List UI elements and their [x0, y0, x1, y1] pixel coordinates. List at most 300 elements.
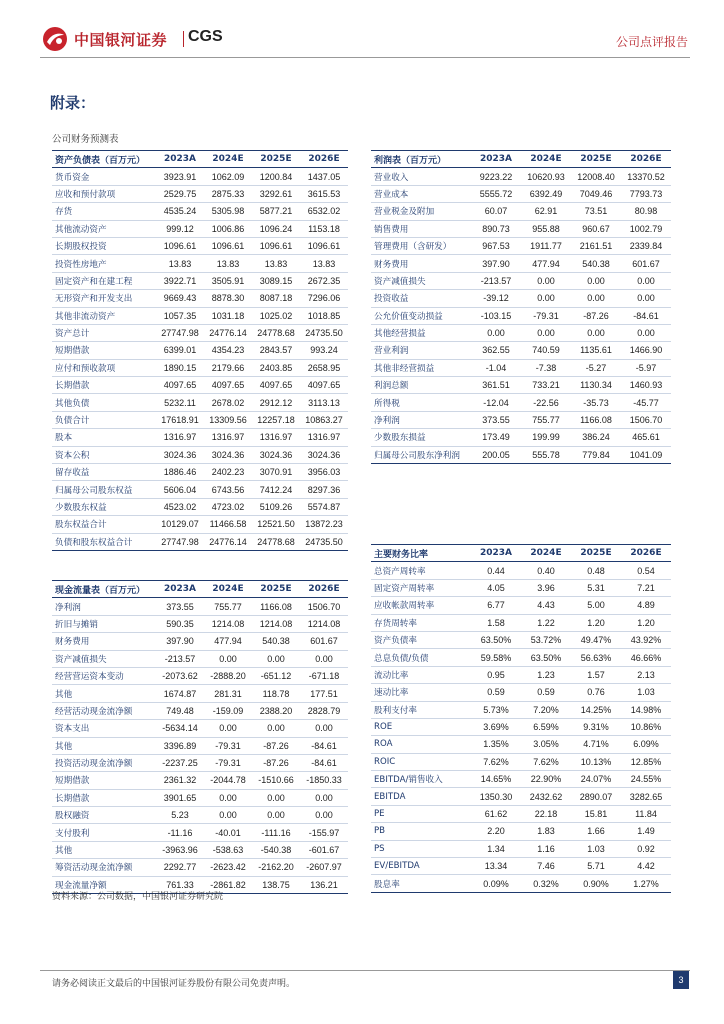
cell-value: -538.63: [204, 841, 252, 858]
cell-value: 1316.97: [252, 429, 300, 446]
cell-value: 779.84: [571, 446, 621, 463]
row-label: 股利支付率: [371, 701, 471, 718]
table-row: [371, 377, 671, 394]
cell-value: 755.77: [204, 598, 252, 615]
cell-value: 4723.02: [204, 498, 252, 515]
cell-value: 59.58%: [471, 649, 521, 666]
row-label: 固定资产和在建工程: [52, 272, 156, 289]
cell-value: -2861.82: [204, 876, 252, 893]
row-label: 销售费用: [371, 220, 471, 237]
cell-value: 1506.70: [300, 598, 348, 615]
cell-value: 0.00: [621, 290, 671, 307]
cell-value: 0.00: [300, 807, 348, 824]
table-header-row: [371, 151, 671, 168]
cell-value: 12521.50: [252, 516, 300, 533]
cell-value: 7.21: [621, 579, 671, 596]
balance-sheet-table: [52, 150, 348, 551]
table-row: [371, 579, 671, 596]
row-label: 营业收入: [371, 168, 471, 185]
income-statement-table: [371, 150, 671, 464]
cell-value: 5.31: [571, 579, 621, 596]
cell-value: 2912.12: [252, 394, 300, 411]
table-row: [371, 272, 671, 289]
cell-value: 4523.02: [156, 498, 204, 515]
year-header: 2026E: [300, 581, 348, 598]
cell-value: 4097.65: [204, 377, 252, 394]
cell-value: 1316.97: [204, 429, 252, 446]
table-row: [371, 631, 671, 648]
cell-value: 46.66%: [621, 649, 671, 666]
table-row: [371, 875, 671, 892]
cell-value: 0.00: [204, 807, 252, 824]
cell-value: 49.47%: [571, 631, 621, 648]
cell-value: 22.90%: [521, 771, 571, 788]
row-label: 净利润: [52, 598, 156, 615]
cell-value: 199.99: [521, 429, 571, 446]
cell-value: 3.96: [521, 579, 571, 596]
table-row: [52, 859, 348, 876]
cell-value: 281.31: [204, 685, 252, 702]
cash-flow-table: [52, 580, 348, 894]
cell-value: 3956.03: [300, 464, 348, 481]
cell-value: 60.07: [471, 203, 521, 220]
table-row: [371, 342, 671, 359]
table-row: [52, 429, 348, 446]
row-label: 长期借款: [52, 377, 156, 394]
table-row: [52, 685, 348, 702]
cell-value: 0.76: [571, 684, 621, 701]
cell-value: 0.00: [252, 720, 300, 737]
year-header: 2024E: [204, 581, 252, 598]
cell-value: 3.69%: [471, 718, 521, 735]
cell-value: -1510.66: [252, 772, 300, 789]
cell-value: -84.61: [300, 754, 348, 771]
cell-value: 4354.23: [204, 342, 252, 359]
table-row: [52, 220, 348, 237]
cell-value: 999.12: [156, 220, 204, 237]
cell-value: 1096.61: [252, 237, 300, 254]
cell-value: 13.34: [471, 858, 521, 875]
cell-value: 24778.68: [252, 533, 300, 550]
cell-value: 0.00: [204, 720, 252, 737]
row-label: 无形资产和开发支出: [52, 290, 156, 307]
cell-value: -2044.78: [204, 772, 252, 789]
cell-value: 0.00: [621, 272, 671, 289]
cell-value: 63.50%: [471, 631, 521, 648]
cell-value: 5.71: [571, 858, 621, 875]
cell-value: 3923.91: [156, 168, 204, 185]
cell-value: 2388.20: [252, 702, 300, 719]
cell-value: 1.49: [621, 823, 671, 840]
row-label: 少数股东权益: [52, 498, 156, 515]
table-row: [371, 614, 671, 631]
cell-value: 755.77: [521, 411, 571, 428]
cell-value: 14.65%: [471, 771, 521, 788]
table-row: [52, 720, 348, 737]
cell-value: 2403.85: [252, 359, 300, 376]
cell-value: 24.07%: [571, 771, 621, 788]
cell-value: 2.20: [471, 823, 521, 840]
row-label: 资产减值损失: [371, 272, 471, 289]
cell-value: -87.26: [252, 754, 300, 771]
cell-value: 1.58: [471, 614, 521, 631]
cell-value: 0.00: [571, 324, 621, 341]
cell-value: 5.73%: [471, 701, 521, 718]
cell-value: 1506.70: [621, 411, 671, 428]
cell-value: 5574.87: [300, 498, 348, 515]
cell-value: 3089.15: [252, 272, 300, 289]
cell-value: 9223.22: [471, 168, 521, 185]
row-label: 归属母公司股东权益: [52, 481, 156, 498]
table-row: [371, 290, 671, 307]
financial-ratios-table: [371, 544, 671, 893]
cell-value: 6743.56: [204, 481, 252, 498]
row-label: 存货: [52, 203, 156, 220]
row-label: 支付股利: [52, 824, 156, 841]
cell-value: 24.55%: [621, 771, 671, 788]
cell-value: 1.03: [621, 684, 671, 701]
cell-value: 5.23: [156, 807, 204, 824]
row-label: 其他: [52, 737, 156, 754]
cell-value: 173.49: [471, 429, 521, 446]
cell-value: 1096.61: [156, 237, 204, 254]
table-row: [52, 377, 348, 394]
cell-value: -601.67: [300, 841, 348, 858]
row-label: 营业利润: [371, 342, 471, 359]
row-label: 短期借款: [52, 772, 156, 789]
cell-value: 62.91: [521, 203, 571, 220]
cell-value: 5555.72: [471, 185, 521, 202]
cell-value: 555.78: [521, 446, 571, 463]
cell-value: 0.00: [521, 290, 571, 307]
cell-value: 8297.36: [300, 481, 348, 498]
row-label: 投资性房地产: [52, 255, 156, 272]
table-row: [371, 649, 671, 666]
table-caption: 公司财务预测表: [52, 134, 119, 145]
cell-value: 1002.79: [621, 220, 671, 237]
cell-value: 4097.65: [252, 377, 300, 394]
row-label: 筹资活动现金流净额: [52, 859, 156, 876]
brand-english: CGS: [188, 28, 223, 45]
cell-value: 3024.36: [156, 446, 204, 463]
cell-value: 1437.05: [300, 168, 348, 185]
table-row: [52, 411, 348, 428]
cell-value: 0.00: [521, 272, 571, 289]
table-row: [52, 633, 348, 650]
cell-value: 15.81: [571, 805, 621, 822]
cell-value: 4.05: [471, 579, 521, 596]
cell-value: 56.63%: [571, 649, 621, 666]
row-label: ROIC: [371, 753, 471, 770]
cell-value: 373.55: [471, 411, 521, 428]
cell-value: 12008.40: [571, 168, 621, 185]
cell-value: 3024.36: [252, 446, 300, 463]
cell-value: 1096.61: [300, 237, 348, 254]
table-row: [52, 754, 348, 771]
year-header: 2026E: [621, 545, 671, 562]
row-label: 资产减值损失: [52, 650, 156, 667]
cell-value: 1.22: [521, 614, 571, 631]
cell-value: 2890.07: [571, 788, 621, 805]
cell-value: -213.57: [156, 650, 204, 667]
cell-value: 590.35: [156, 615, 204, 632]
row-label: 其他经营损益: [371, 324, 471, 341]
cell-value: 7.20%: [521, 701, 571, 718]
row-label: 管理费用（含研发）: [371, 237, 471, 254]
table-row: [52, 516, 348, 533]
cell-value: 3922.71: [156, 272, 204, 289]
cell-value: 6.77: [471, 597, 521, 614]
cell-value: 0.00: [571, 290, 621, 307]
row-label: 存货周转率: [371, 614, 471, 631]
cell-value: 11.84: [621, 805, 671, 822]
cell-value: -84.61: [621, 307, 671, 324]
table-row: [52, 667, 348, 684]
cell-value: 2361.32: [156, 772, 204, 789]
cell-value: 4.43: [521, 597, 571, 614]
disclaimer: 请务必阅读正文最后的中国银河证券股份有限公司免责声明。: [52, 979, 296, 989]
row-label: EBITDA: [371, 788, 471, 805]
cell-value: 0.00: [300, 650, 348, 667]
cell-value: 397.90: [471, 255, 521, 272]
year-header: 2025E: [252, 151, 300, 168]
cell-value: -2888.20: [204, 667, 252, 684]
cell-value: 22.18: [521, 805, 571, 822]
cell-value: 1153.18: [300, 220, 348, 237]
year-header: 2026E: [300, 151, 348, 168]
cell-value: 1214.08: [252, 615, 300, 632]
cell-value: 0.00: [204, 650, 252, 667]
cell-value: 2179.66: [204, 359, 252, 376]
table-row: [371, 255, 671, 272]
cell-value: -79.31: [521, 307, 571, 324]
cell-value: 1200.84: [252, 168, 300, 185]
cell-value: 1.16: [521, 840, 571, 857]
cell-value: -651.12: [252, 667, 300, 684]
row-label: 其他非经营损益: [371, 359, 471, 376]
table-header-row: [371, 545, 671, 562]
cell-value: 749.48: [156, 702, 204, 719]
table-row: [52, 342, 348, 359]
cell-value: 177.51: [300, 685, 348, 702]
cell-value: -111.16: [252, 824, 300, 841]
table-row: [52, 324, 348, 341]
cell-value: 63.50%: [521, 649, 571, 666]
row-label: 短期借款: [52, 342, 156, 359]
table-row: [371, 562, 671, 579]
cell-value: 1025.02: [252, 307, 300, 324]
table-row: [52, 702, 348, 719]
cell-value: 1018.85: [300, 307, 348, 324]
cell-value: 601.67: [621, 255, 671, 272]
cell-value: -87.26: [252, 737, 300, 754]
cell-value: 27747.98: [156, 533, 204, 550]
cell-value: 1214.08: [300, 615, 348, 632]
cell-value: 61.62: [471, 805, 521, 822]
row-label: 流动比率: [371, 666, 471, 683]
cell-value: 17618.91: [156, 411, 204, 428]
cell-value: 362.55: [471, 342, 521, 359]
page-header: [0, 0, 724, 62]
cell-value: 1130.34: [571, 377, 621, 394]
cell-value: 5305.98: [204, 203, 252, 220]
year-header: 2025E: [571, 545, 621, 562]
row-label: 负债和股东权益合计: [52, 533, 156, 550]
table-row: [371, 597, 671, 614]
row-label: 投资活动现金流净额: [52, 754, 156, 771]
cell-value: -40.01: [204, 824, 252, 841]
cell-value: -213.57: [471, 272, 521, 289]
row-label: EV/EBITDA: [371, 858, 471, 875]
table-row: [371, 446, 671, 463]
table-row: [371, 684, 671, 701]
cell-value: 4097.65: [300, 377, 348, 394]
table-row: [371, 858, 671, 875]
cell-value: 7.62%: [521, 753, 571, 770]
row-label: 经营营运资本变动: [52, 667, 156, 684]
table-row: [371, 840, 671, 857]
cell-value: -2607.97: [300, 859, 348, 876]
table-row: [52, 807, 348, 824]
cell-value: 477.94: [521, 255, 571, 272]
row-label: EBITDA/销售收入: [371, 771, 471, 788]
row-label: ROA: [371, 736, 471, 753]
galaxy-logo-icon: [42, 26, 68, 52]
cell-value: 1.83: [521, 823, 571, 840]
row-label: 股本: [52, 429, 156, 446]
table-row: [371, 666, 671, 683]
cell-value: 5877.21: [252, 203, 300, 220]
cell-value: 540.38: [252, 633, 300, 650]
cell-value: 10620.93: [521, 168, 571, 185]
cell-value: 1.20: [621, 614, 671, 631]
cell-value: 960.67: [571, 220, 621, 237]
cell-value: -79.31: [204, 754, 252, 771]
cell-value: 138.75: [252, 876, 300, 893]
cell-value: 1166.08: [571, 411, 621, 428]
row-label: 股息率: [371, 875, 471, 892]
footer-rule: [40, 970, 690, 971]
cell-value: 13.83: [156, 255, 204, 272]
cell-value: 1.35%: [471, 736, 521, 753]
cell-value: 1214.08: [204, 615, 252, 632]
cell-value: 7412.24: [252, 481, 300, 498]
cell-value: 2678.02: [204, 394, 252, 411]
table-row: [52, 533, 348, 550]
row-label: 折旧与摊销: [52, 615, 156, 632]
row-label: 速动比率: [371, 684, 471, 701]
cell-value: -540.38: [252, 841, 300, 858]
table-row: [371, 359, 671, 376]
cell-value: 73.51: [571, 203, 621, 220]
table-title: 现金流量表（百万元）: [52, 581, 156, 598]
report-type: 公司点评报告: [615, 35, 688, 49]
row-label: 经营活动现金流净额: [52, 702, 156, 719]
year-header: 2023A: [156, 581, 204, 598]
cell-value: 0.00: [571, 272, 621, 289]
row-label: 应收和预付款项: [52, 185, 156, 202]
table-row: [52, 394, 348, 411]
cell-value: 13.83: [300, 255, 348, 272]
row-label: 所得税: [371, 394, 471, 411]
row-label: 现金流量净额: [52, 876, 156, 893]
cell-value: 1466.90: [621, 342, 671, 359]
cell-value: -1.04: [471, 359, 521, 376]
cell-value: 2339.84: [621, 237, 671, 254]
table-row: [52, 824, 348, 841]
cell-value: -45.77: [621, 394, 671, 411]
row-label: 留存收益: [52, 464, 156, 481]
table-row: [371, 185, 671, 202]
cell-value: 6.59%: [521, 718, 571, 735]
cell-value: -5.97: [621, 359, 671, 376]
cell-value: -35.73: [571, 394, 621, 411]
cell-value: 0.00: [300, 789, 348, 806]
cell-value: 1.57: [571, 666, 621, 683]
cell-value: 1316.97: [300, 429, 348, 446]
cell-value: 601.67: [300, 633, 348, 650]
brand-name: 中国银河证券: [74, 31, 168, 49]
table-row: [52, 464, 348, 481]
table-header-row: [52, 581, 348, 598]
cell-value: -79.31: [204, 737, 252, 754]
cell-value: 2161.51: [571, 237, 621, 254]
table-row: [52, 650, 348, 667]
year-header: 2026E: [621, 151, 671, 168]
cell-value: 3.05%: [521, 736, 571, 753]
table-row: [52, 185, 348, 202]
row-label: 归属母公司股东净利润: [371, 446, 471, 463]
cell-value: 1890.15: [156, 359, 204, 376]
row-label: ROE: [371, 718, 471, 735]
cell-value: 3615.53: [300, 185, 348, 202]
row-label: 其他负债: [52, 394, 156, 411]
cell-value: 0.59: [471, 684, 521, 701]
table-row: [371, 788, 671, 805]
cell-value: 2432.62: [521, 788, 571, 805]
cell-value: 7296.06: [300, 290, 348, 307]
cell-value: 993.24: [300, 342, 348, 359]
cell-value: 967.53: [471, 237, 521, 254]
cell-value: 2658.95: [300, 359, 348, 376]
cell-value: 1.23: [521, 666, 571, 683]
cell-value: 0.48: [571, 562, 621, 579]
row-label: 资产负债率: [371, 631, 471, 648]
cell-value: 13872.23: [300, 516, 348, 533]
cell-value: -671.18: [300, 667, 348, 684]
table-row: [371, 203, 671, 220]
row-label: 长期股权投资: [52, 237, 156, 254]
row-label: 资本支出: [52, 720, 156, 737]
cell-value: 24735.50: [300, 533, 348, 550]
cell-value: 1886.46: [156, 464, 204, 481]
cell-value: -7.38: [521, 359, 571, 376]
row-label: PB: [371, 823, 471, 840]
cell-value: 4097.65: [156, 377, 204, 394]
cell-value: -2237.25: [156, 754, 204, 771]
cell-value: -5634.14: [156, 720, 204, 737]
row-label: 营业税金及附加: [371, 203, 471, 220]
cell-value: 3024.36: [204, 446, 252, 463]
year-header: 2025E: [252, 581, 300, 598]
cell-value: -2073.62: [156, 667, 204, 684]
source-note: 资料来源：公司数据，中国银河证券研究院: [52, 892, 224, 902]
cell-value: 465.61: [621, 429, 671, 446]
row-label: 总资产周转率: [371, 562, 471, 579]
cell-value: 6532.02: [300, 203, 348, 220]
cell-value: 397.90: [156, 633, 204, 650]
cell-value: 24776.14: [204, 324, 252, 341]
